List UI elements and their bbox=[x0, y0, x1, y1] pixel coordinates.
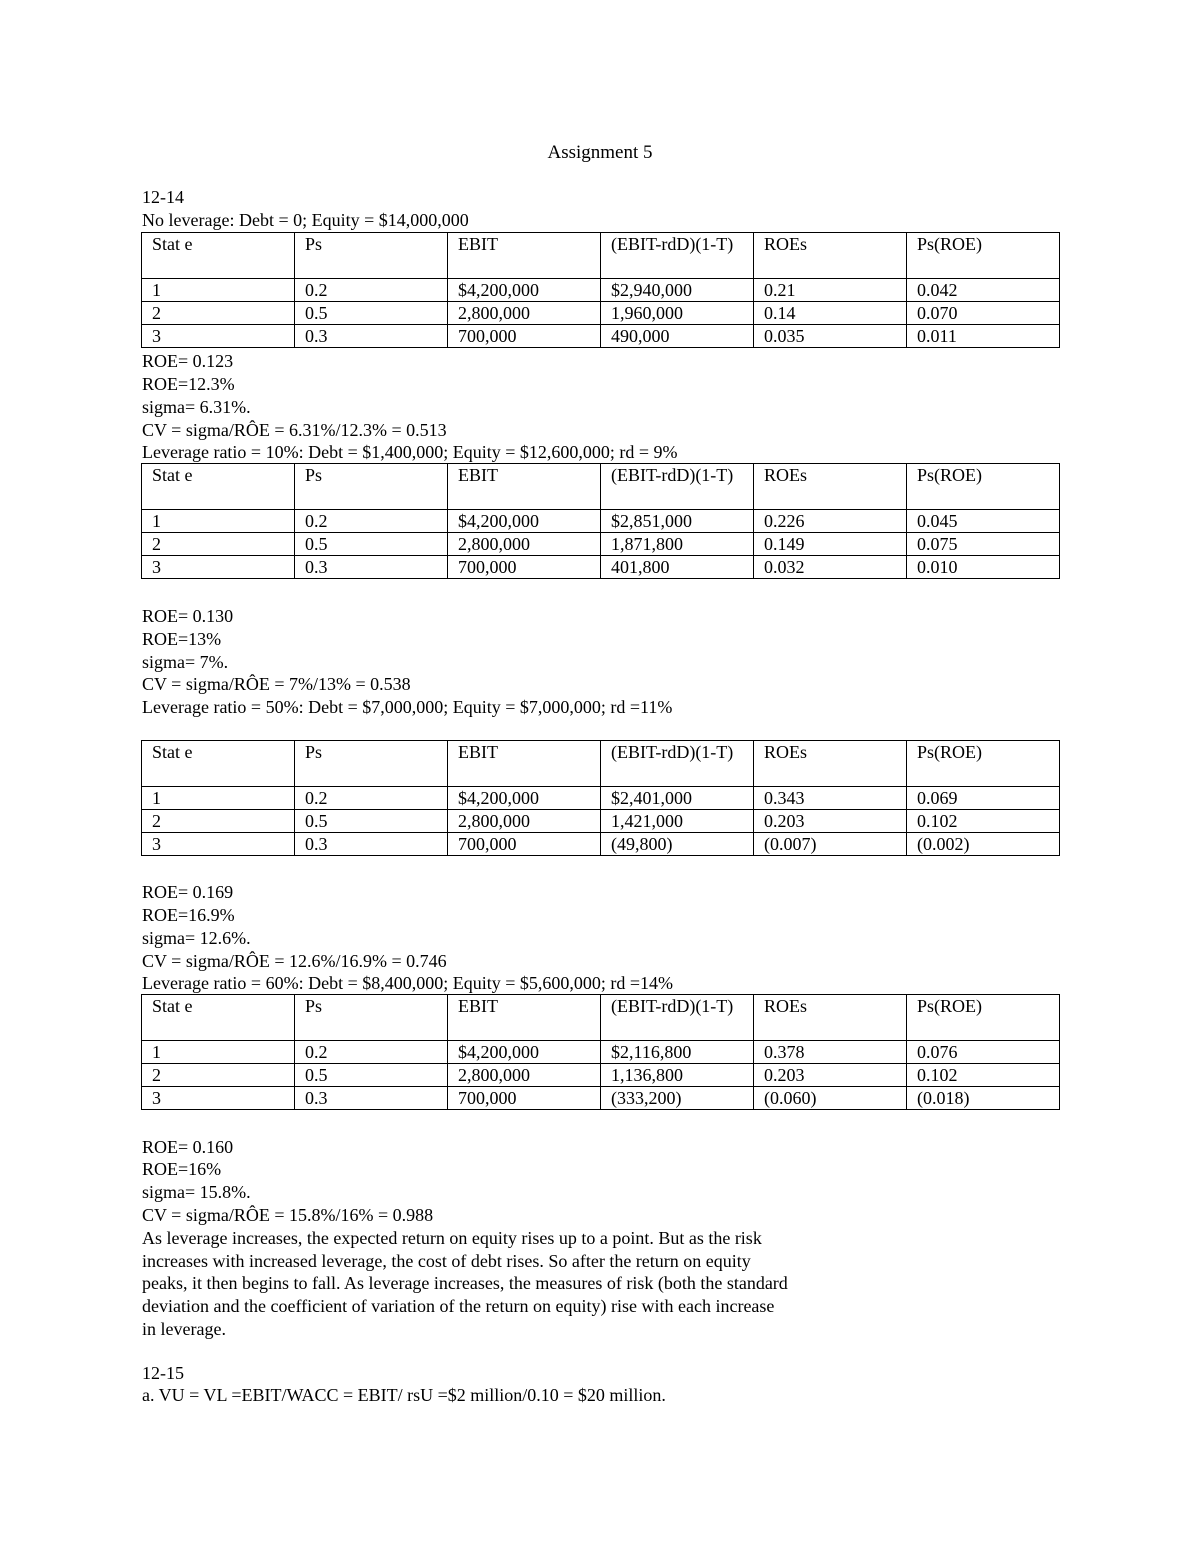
column-header: Ps(ROE) bbox=[907, 741, 1060, 787]
table-cell: 0.5 bbox=[295, 302, 448, 325]
table-cell: 0.075 bbox=[907, 533, 1060, 556]
table-cell: 1 bbox=[142, 1041, 295, 1064]
column-header: Stat e bbox=[142, 995, 295, 1041]
column-header: Stat e bbox=[142, 464, 295, 510]
table-cell: 2,800,000 bbox=[448, 810, 601, 833]
scenario-table bbox=[141, 994, 1060, 1110]
column-header: (EBIT-rdD)(1-T) bbox=[601, 741, 754, 787]
table-cell: 0.149 bbox=[754, 533, 907, 556]
table-cell: (333,200) bbox=[601, 1087, 754, 1110]
table-cell: 0.102 bbox=[907, 810, 1060, 833]
table-cell: 1,136,800 bbox=[601, 1064, 754, 1087]
result-line: ROE= 0.160 bbox=[142, 1137, 234, 1157]
problem-number: 12-15 bbox=[142, 1363, 184, 1383]
result-line: ROE=16% bbox=[142, 1159, 222, 1179]
table-cell: 0.5 bbox=[295, 1064, 448, 1087]
table-row bbox=[142, 325, 1060, 348]
column-header: Ps(ROE) bbox=[907, 995, 1060, 1041]
column-header: (EBIT-rdD)(1-T) bbox=[601, 995, 754, 1041]
scenario-table bbox=[141, 232, 1060, 348]
table-row bbox=[142, 302, 1060, 325]
table-cell: $4,200,000 bbox=[448, 787, 601, 810]
column-header: EBIT bbox=[448, 995, 601, 1041]
scenario-caption: Leverage ratio = 10%: Debt = $1,400,000; Equity = $12,600,000; rd = 9% bbox=[142, 442, 678, 462]
table-cell: 3 bbox=[142, 1087, 295, 1110]
column-header: ROEs bbox=[754, 233, 907, 279]
table-row bbox=[142, 787, 1060, 810]
table-row bbox=[142, 279, 1060, 302]
table-cell: (0.007) bbox=[754, 833, 907, 856]
table-cell: 2 bbox=[142, 810, 295, 833]
conclusion-line: deviation and the coefficient of variation of the return on equity) rise with each increase bbox=[142, 1296, 775, 1316]
table-cell: 3 bbox=[142, 556, 295, 579]
table-cell: $2,851,000 bbox=[601, 510, 754, 533]
result-line: ROE= 0.130 bbox=[142, 606, 234, 626]
table-cell: 490,000 bbox=[601, 325, 754, 348]
column-header: Ps(ROE) bbox=[907, 233, 1060, 279]
scenario-table bbox=[141, 740, 1060, 856]
table-cell: 0.3 bbox=[295, 833, 448, 856]
table-cell: 0.5 bbox=[295, 810, 448, 833]
table-cell: 0.010 bbox=[907, 556, 1060, 579]
table-cell: (0.060) bbox=[754, 1087, 907, 1110]
table-cell: $4,200,000 bbox=[448, 279, 601, 302]
column-header: Ps(ROE) bbox=[907, 464, 1060, 510]
table-cell: 0.076 bbox=[907, 1041, 1060, 1064]
column-header: EBIT bbox=[448, 464, 601, 510]
table-cell: 700,000 bbox=[448, 556, 601, 579]
table-cell: (0.002) bbox=[907, 833, 1060, 856]
table-cell: 0.032 bbox=[754, 556, 907, 579]
table-header-row bbox=[142, 741, 1060, 787]
table-row bbox=[142, 1041, 1060, 1064]
table-row bbox=[142, 533, 1060, 556]
result-line: sigma= 15.8%. bbox=[142, 1182, 251, 1202]
table-header-row bbox=[142, 995, 1060, 1041]
table-cell: 0.035 bbox=[754, 325, 907, 348]
scenario-table bbox=[141, 463, 1060, 579]
result-line: CV = sigma/RÔE = 15.8%/16% = 0.988 bbox=[142, 1205, 434, 1225]
result-line: sigma= 12.6%. bbox=[142, 928, 251, 948]
column-header: Ps bbox=[295, 741, 448, 787]
column-header: (EBIT-rdD)(1-T) bbox=[601, 233, 754, 279]
result-line: CV = sigma/RÔE = 6.31%/12.3% = 0.513 bbox=[142, 420, 447, 440]
table-cell: 401,800 bbox=[601, 556, 754, 579]
column-header: ROEs bbox=[754, 995, 907, 1041]
result-line: CV = sigma/RÔE = 7%/13% = 0.538 bbox=[142, 674, 411, 694]
table-cell: 0.21 bbox=[754, 279, 907, 302]
result-line: sigma= 6.31%. bbox=[142, 397, 251, 417]
table-row bbox=[142, 1064, 1060, 1087]
scenario-caption: Leverage ratio = 50%: Debt = $7,000,000; Equity = $7,000,000; rd =11% bbox=[142, 697, 673, 717]
column-header: (EBIT-rdD)(1-T) bbox=[601, 464, 754, 510]
table-cell: 0.102 bbox=[907, 1064, 1060, 1087]
table-cell: 1 bbox=[142, 787, 295, 810]
result-line: ROE= 0.169 bbox=[142, 882, 234, 902]
table-cell: 2 bbox=[142, 302, 295, 325]
conclusion-line: As leverage increases, the expected return on equity rises up to a point. But as the risk bbox=[142, 1228, 762, 1248]
table-cell: 1,871,800 bbox=[601, 533, 754, 556]
table-cell: 1 bbox=[142, 510, 295, 533]
column-header: EBIT bbox=[448, 741, 601, 787]
result-line: ROE=16.9% bbox=[142, 905, 235, 925]
problem-number: 12-14 bbox=[142, 187, 184, 207]
table-cell: 0.203 bbox=[754, 810, 907, 833]
table-cell: 0.378 bbox=[754, 1041, 907, 1064]
table-row bbox=[142, 1087, 1060, 1110]
column-header: Ps bbox=[295, 995, 448, 1041]
table-cell: 2,800,000 bbox=[448, 533, 601, 556]
table-header-row bbox=[142, 233, 1060, 279]
table-cell: $2,940,000 bbox=[601, 279, 754, 302]
table-cell: $4,200,000 bbox=[448, 1041, 601, 1064]
table-cell: 0.070 bbox=[907, 302, 1060, 325]
column-header: ROEs bbox=[754, 741, 907, 787]
answer-line: a. VU = VL =EBIT/WACC = EBIT/ rsU =$2 million/0.10 = $20 million. bbox=[142, 1385, 666, 1405]
table-cell: 0.2 bbox=[295, 510, 448, 533]
result-line: ROE=12.3% bbox=[142, 374, 235, 394]
column-header: ROEs bbox=[754, 464, 907, 510]
table-cell: (0.018) bbox=[907, 1087, 1060, 1110]
table-cell: 700,000 bbox=[448, 1087, 601, 1110]
column-header: EBIT bbox=[448, 233, 601, 279]
table-cell: 0.011 bbox=[907, 325, 1060, 348]
table-cell: 0.5 bbox=[295, 533, 448, 556]
table-cell: 2 bbox=[142, 1064, 295, 1087]
table-cell: 1 bbox=[142, 279, 295, 302]
table-cell: 1,421,000 bbox=[601, 810, 754, 833]
table-cell: 2 bbox=[142, 533, 295, 556]
scenario-caption: Leverage ratio = 60%: Debt = $8,400,000; Equity = $5,600,000; rd =14% bbox=[142, 973, 674, 993]
table-cell: 0.226 bbox=[754, 510, 907, 533]
table-cell: 3 bbox=[142, 325, 295, 348]
column-header: Stat e bbox=[142, 233, 295, 279]
table-header-row bbox=[142, 464, 1060, 510]
table-cell: 700,000 bbox=[448, 325, 601, 348]
page-title: Assignment 5 bbox=[547, 142, 653, 163]
conclusion-line: peaks, it then begins to fall. As leverage increases, the measures of risk (both the standard bbox=[142, 1273, 788, 1293]
table-cell: 0.069 bbox=[907, 787, 1060, 810]
table-cell: 0.14 bbox=[754, 302, 907, 325]
table-row bbox=[142, 810, 1060, 833]
table-row bbox=[142, 833, 1060, 856]
table-cell: 1,960,000 bbox=[601, 302, 754, 325]
table-cell: (49,800) bbox=[601, 833, 754, 856]
table-cell: 0.2 bbox=[295, 787, 448, 810]
table-cell: 0.045 bbox=[907, 510, 1060, 533]
table-cell: $4,200,000 bbox=[448, 510, 601, 533]
column-header: Stat e bbox=[142, 741, 295, 787]
table-cell: 0.203 bbox=[754, 1064, 907, 1087]
result-line: ROE=13% bbox=[142, 629, 222, 649]
table-cell: 0.2 bbox=[295, 279, 448, 302]
result-line: sigma= 7%. bbox=[142, 652, 229, 672]
column-header: Ps bbox=[295, 464, 448, 510]
table-cell: 0.3 bbox=[295, 325, 448, 348]
conclusion-line: in leverage. bbox=[142, 1319, 226, 1339]
table-cell: 2,800,000 bbox=[448, 1064, 601, 1087]
table-cell: 700,000 bbox=[448, 833, 601, 856]
result-line: CV = sigma/RÔE = 12.6%/16.9% = 0.746 bbox=[142, 951, 447, 971]
result-line: ROE= 0.123 bbox=[142, 351, 234, 371]
table-cell: 0.343 bbox=[754, 787, 907, 810]
scenario-caption: No leverage: Debt = 0; Equity = $14,000,000 bbox=[142, 210, 469, 230]
conclusion-line: increases with increased leverage, the cost of debt rises. So after the return on equity bbox=[142, 1251, 751, 1271]
table-cell: 3 bbox=[142, 833, 295, 856]
table-row bbox=[142, 510, 1060, 533]
table-row bbox=[142, 556, 1060, 579]
table-cell: 2,800,000 bbox=[448, 302, 601, 325]
table-cell: 0.2 bbox=[295, 1041, 448, 1064]
table-cell: 0.042 bbox=[907, 279, 1060, 302]
column-header: Ps bbox=[295, 233, 448, 279]
table-cell: 0.3 bbox=[295, 556, 448, 579]
table-cell: 0.3 bbox=[295, 1087, 448, 1110]
table-cell: $2,116,800 bbox=[601, 1041, 754, 1064]
table-cell: $2,401,000 bbox=[601, 787, 754, 810]
